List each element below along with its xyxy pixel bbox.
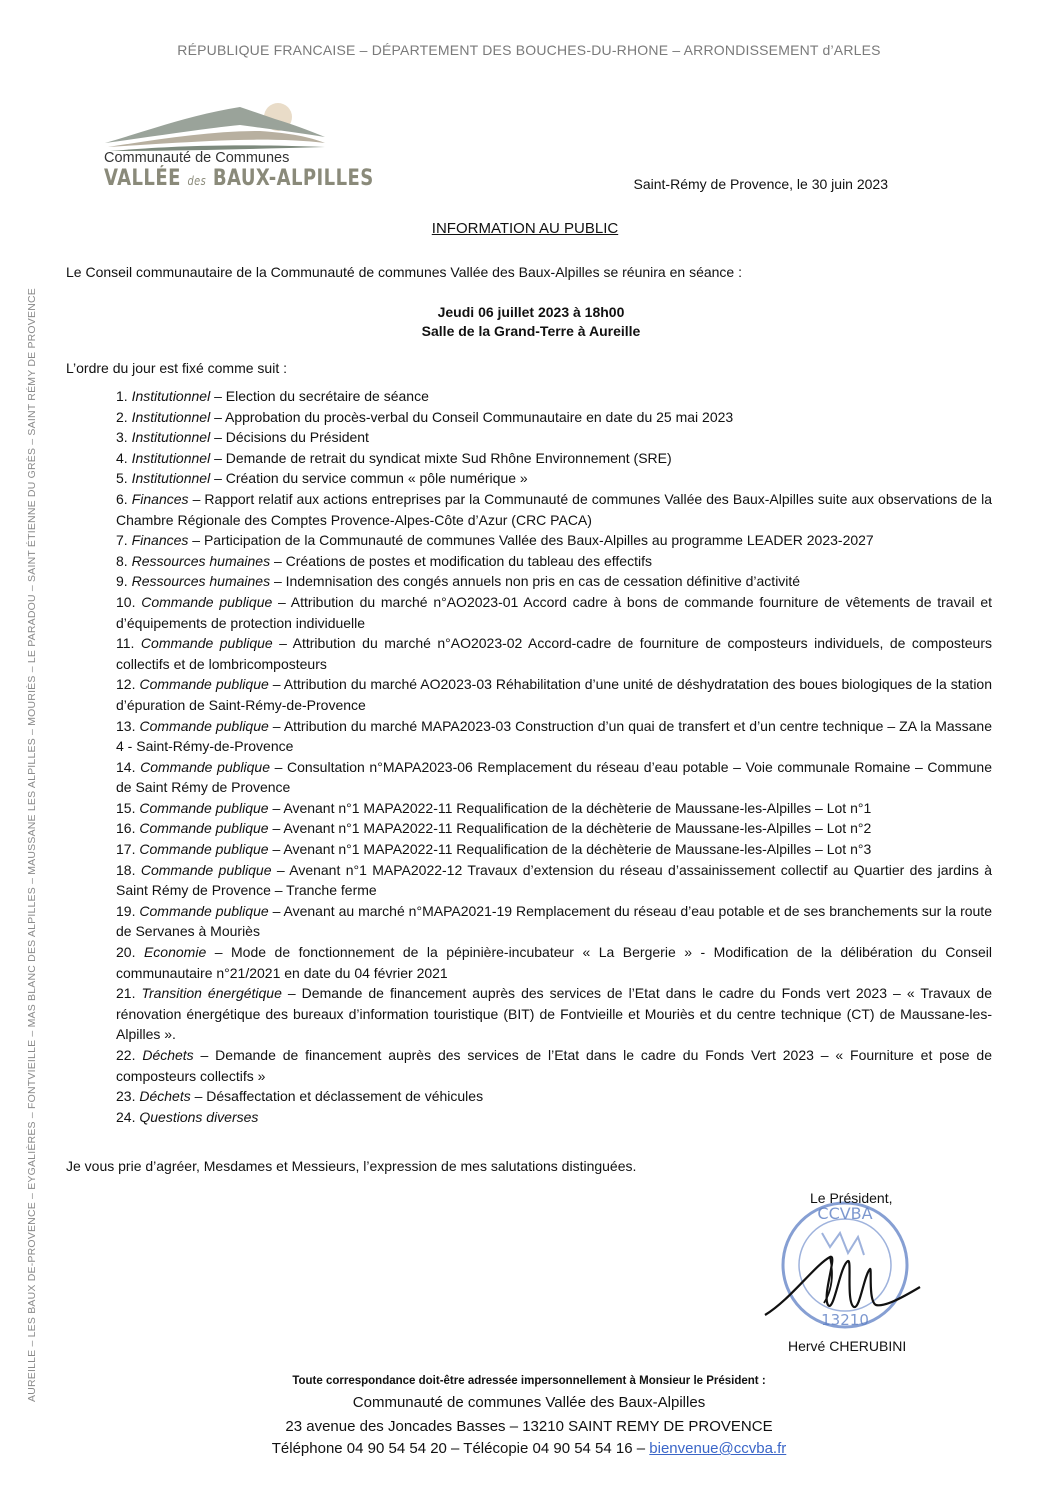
agenda-item-category: Ressources humaines: [131, 552, 271, 569]
agenda-item-number: 24.: [116, 1108, 136, 1125]
agenda-item-text: – Attribution du marché n°AO2023-02 Accord-cadre de fourniture de composteurs individuels, de composteurs collectifs et de lombricomposteurs: [116, 635, 992, 672]
meeting-date: Jeudi 06 juillet 2023 à 18h00: [437, 304, 625, 320]
agenda-item: [116, 818, 992, 839]
agenda-item-number: 21.: [116, 985, 136, 1002]
agenda-item-category: Commande publique: [139, 717, 269, 734]
agenda-item-number: 7.: [116, 532, 128, 549]
agenda-item-text: – Avenant n°1 MAPA2022-11 Requalification de la déchèterie de Maussane-les-Alpilles – Lot n°3: [268, 841, 872, 858]
agenda-item-number: 22.: [116, 1047, 136, 1063]
agenda-item-text: – Indemnisation des congés annuels non pris en cas de cessation définitive d’activité: [270, 573, 801, 590]
logo-line-2: [104, 166, 374, 191]
agenda-item-category: Ressources humaines: [131, 573, 271, 590]
agenda-item-number: 14.: [116, 758, 136, 775]
agenda-item: [116, 798, 992, 819]
agenda-item-number: 23.: [116, 1088, 136, 1105]
agenda-item-text: – Election du secrétaire de séance: [210, 388, 429, 404]
stamp-top-text: CCVBA: [817, 1204, 873, 1223]
agenda-item: [116, 1045, 992, 1086]
logo-line-2-part2: BAUX-ALPILLES: [212, 166, 374, 191]
agenda-item-number: 19.: [116, 902, 136, 919]
agenda-item: [116, 839, 992, 860]
footer-phone: Téléphone 04 90 54 54 20 – Télécopie 04 90 54 54 16 –: [271, 1440, 650, 1457]
agenda-item-text: – Attribution du marché AO2023-03 Réhabilitation d’une unité de déshydratation des boues biologiques de la station d’épuration de Saint-Rémy-de-Provence: [116, 676, 993, 713]
agenda-item-text: – Création du service commun « pôle numérique »: [210, 470, 528, 487]
agenda-intro: L’ordre du jour est fixé comme suit :: [66, 360, 287, 376]
meeting-details: [0, 303, 1058, 341]
agenda-item-text: – Avenant n°1 MAPA2022-12 Travaux d’extension du réseau d’assainissement collectif au Quartier des jardins à Saint Rémy de Provence – Tranche ferme: [116, 861, 992, 899]
agenda-item: [116, 942, 992, 983]
agenda-item-text: – Créations de postes et modification du tableau des effectifs: [270, 552, 652, 569]
agenda-item-number: 20.: [116, 944, 136, 961]
agenda-item-number: 18.: [116, 861, 136, 878]
agenda-item-text: – Demande de financement auprès des services de l’Etat dans le cadre du Fonds vert 2023 – « Travaux de rénovation énergétique des bureaux d’information touristique (BIT) de Fontvieille et Mouriès et du centre technique (CT) de Maussane-les-Alpilles ».: [116, 985, 992, 1043]
agenda-item-category: Finances: [131, 490, 189, 507]
agenda-item-category: Déchets: [139, 1088, 191, 1105]
footer-address: 23 avenue des Joncades Basses – 13210 SAINT REMY DE PROVENCE: [285, 1418, 773, 1435]
agenda-item: [116, 407, 992, 428]
agenda-item: [116, 427, 992, 448]
agenda-item-number: 2.: [116, 408, 128, 425]
meeting-place: Salle de la Grand-Terre à Aureille: [421, 323, 641, 339]
agenda-item-text: – Attribution du marché n°AO2023-01 Accord cadre à bons de commande fourniture de vêtements de travail et d’équipements de protection individuelle: [116, 593, 992, 631]
agenda-item: [116, 1107, 992, 1128]
agenda-item-number: 12.: [116, 676, 136, 693]
agenda-item-text: – Avenant n°1 MAPA2022-11 Requalification de la déchèterie de Maussane-les-Alpilles – Lot n°2: [268, 820, 872, 837]
logo-line-2-small: des: [187, 174, 207, 188]
agenda-item-category: Déchets: [142, 1047, 194, 1063]
agenda-item-category: Commande publique: [139, 902, 269, 919]
agenda-item-category: Economie: [143, 944, 207, 961]
agenda-item-number: 17.: [116, 841, 136, 858]
agenda-item-text: – Demande de financement auprès des services de l’Etat dans le cadre du Fonds Vert 2023 – « Fourniture et pose de composteurs collectifs »: [116, 1047, 992, 1084]
agenda-item-number: 3.: [116, 429, 128, 446]
footer-contact: [0, 1440, 1058, 1457]
agenda-item-category: Commande publique: [139, 820, 269, 837]
agenda-item-number: 15.: [116, 799, 136, 816]
closing-paragraph: Je vous prie d’agréer, Mesdames et Messieurs, l’expression de mes salutations distinguées.: [66, 1158, 637, 1174]
agenda-item-number: 13.: [116, 717, 136, 734]
agenda-item: [116, 386, 992, 407]
agenda-item-category: Institutionnel: [131, 429, 211, 446]
agenda-item-text: – Mode de fonctionnement de la pépinière-incubateur « La Bergerie » - Modification de la délibération du Conseil communautaire n°21/2021 en date du 04 février 2021: [116, 944, 992, 981]
agenda-item: [116, 448, 992, 469]
agenda-item: [116, 757, 992, 798]
agenda-item-text: – Rapport relatif aux actions entreprises par la Communauté de communes Vallée des Baux-Alpilles suite aux observations de la Chambre Régionale des Comptes Provence-Alpes-Côte d’Azur (CRC PACA): [116, 490, 992, 528]
agenda-item-text: – Attribution du marché MAPA2023-03 Construction d’un quai de transfert et d’un centre technique – ZA la Massane 4 - Saint-Rémy-de-Provence: [116, 717, 992, 755]
document-title: INFORMATION AU PUBLIC: [431, 220, 619, 237]
agenda-item: [116, 983, 992, 1045]
agenda-item-category: Commande publique: [139, 799, 269, 816]
stamp-bottom-text: 13210: [821, 1311, 869, 1329]
header-republic-line: RÉPUBLIQUE FRANCAISE – DÉPARTEMENT DES BOUCHES-DU-RHONE – ARRONDISSEMENT d’ARLES: [177, 42, 881, 58]
agenda-item-category: Commande publique: [141, 593, 273, 610]
agenda-item-number: 4.: [116, 449, 128, 466]
agenda-item-category: Institutionnel: [131, 470, 211, 487]
agenda-item-category: Questions diverses: [139, 1108, 259, 1125]
agenda-item-category: Institutionnel: [131, 449, 211, 466]
agenda-item: [116, 901, 992, 942]
agenda-item-text: – Décisions du Président: [210, 429, 369, 446]
footer-org: Communauté de communes Vallée des Baux-Alpilles: [352, 1394, 706, 1411]
agenda-item: [116, 716, 992, 757]
agenda-item: [116, 860, 992, 901]
footer-email-link[interactable]: bienvenue@ccvba.fr: [649, 1440, 787, 1457]
agenda-item-category: Commande publique: [139, 841, 269, 858]
agenda-item-number: 8.: [116, 552, 128, 569]
agenda-item-category: Finances: [131, 532, 189, 549]
agenda-item-number: 9.: [116, 573, 128, 590]
agenda-item-text: – Avenant n°1 MAPA2022-11 Requalification de la déchèterie de Maussane-les-Alpilles – Lot n°1: [268, 799, 872, 816]
agenda-item-text: – Désaffectation et déclassement de véhicules: [190, 1088, 484, 1105]
agenda-item: [116, 674, 992, 715]
agenda-item-text: – Participation de la Communauté de communes Vallée des Baux-Alpilles au programme LEADER 2023-2027: [188, 532, 874, 549]
agenda-item-category: Commande publique: [139, 676, 269, 693]
signature-name: Hervé CHERUBINI: [788, 1338, 907, 1354]
agenda-item: [116, 633, 992, 674]
agenda-list: [116, 386, 992, 1127]
agenda-item-text: – Approbation du procès-verbal du Conseil Communautaire en date du 25 mai 2023: [210, 408, 734, 425]
agenda-item-number: 1.: [116, 388, 128, 404]
agenda-item: [116, 1086, 992, 1107]
footer-notice: Toute correspondance doit-être adressée impersonnellement à Monsieur le Président :: [292, 1375, 766, 1387]
agenda-item-number: 10.: [116, 593, 136, 610]
agenda-item-category: Transition énergétique: [141, 985, 282, 1002]
agenda-item-text: – Consultation n°MAPA2023-06 Remplacement du réseau d’eau potable – Voie communale Romaine – Commune de Saint Rémy de Provence: [116, 758, 992, 796]
agenda-item-number: 6.: [116, 490, 128, 507]
logo-line-1: Communauté de Communes: [104, 150, 290, 166]
agenda-item: [116, 489, 992, 530]
agenda-item: [116, 571, 992, 592]
agenda-item-text: – Demande de retrait du syndicat mixte Sud Rhône Environnement (SRE): [210, 449, 672, 466]
agenda-item-category: Commande publique: [140, 861, 272, 878]
agenda-item: [116, 592, 992, 633]
agenda-item: [116, 530, 992, 551]
agenda-item-category: Institutionnel: [131, 388, 211, 404]
agenda-item-category: Institutionnel: [131, 408, 211, 425]
agenda-item-category: Commande publique: [140, 758, 270, 775]
agenda-item-text: – Avenant au marché n°MAPA2021-19 Remplacement du réseau d’eau potable et de ses branchements sur la route de Servanes à Mouriès: [116, 902, 992, 940]
agenda-item-category: Commande publique: [140, 635, 273, 652]
agenda-item: [116, 468, 992, 489]
logo-line-2-part1: VALLÉE: [104, 166, 181, 191]
agenda-item-number: 11.: [116, 635, 135, 652]
side-communes-list: AUREILLE – LES BAUX DE-PROVENCE – EYGALIÈRES – FONTVIEILLE – MAS BLANC DES ALPILLES – MAUSSANE LES ALPILLES – MOURIÈS – LE PARADOU – SAINT ÉTIENNE DU GRÈS – SAINT RÉMY DE PROVENCE: [26, 288, 38, 1402]
place-date: Saint-Rémy de Provence, le 30 juin 2023: [633, 176, 888, 192]
signature-title: Le Président,: [810, 1190, 893, 1206]
agenda-item: [116, 551, 992, 572]
intro-paragraph: Le Conseil communautaire de la Communauté de communes Vallée des Baux-Alpilles se réunira en séance :: [66, 264, 742, 280]
agenda-item-number: 5.: [116, 470, 128, 487]
official-stamp-and-signature-icon: [760, 1195, 930, 1340]
agenda-item-number: 16.: [116, 820, 136, 837]
